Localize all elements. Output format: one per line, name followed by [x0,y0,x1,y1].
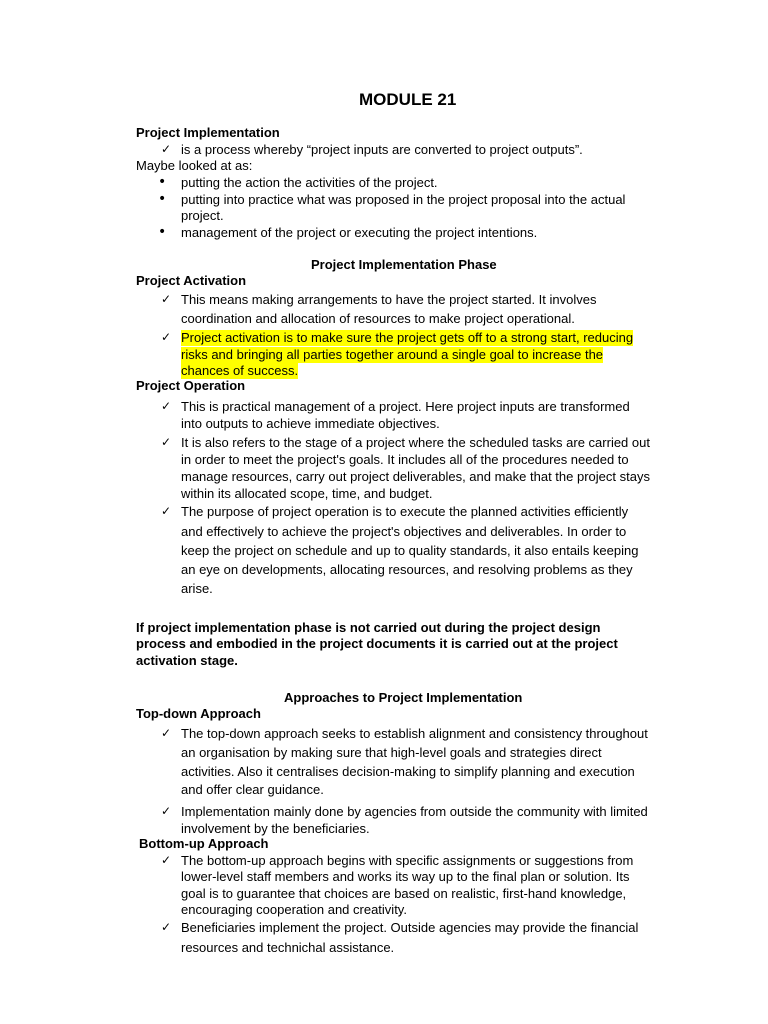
checkmark-bullet-icon: ✓ [161,853,172,867]
intro-bullet-1: putting the action the activities of the project. [181,175,438,190]
topdown-item2-line1: Implementation mainly done by agencies from outside the community with limited [181,804,648,819]
phase-heading: Project Implementation Phase [311,257,497,272]
round-bullet-icon: • [158,191,167,207]
intro-bullet-2: putting into practice what was proposed in the project proposal into the actual [181,192,626,207]
checkmark-bullet-icon: ✓ [161,920,172,934]
operation-item2-line3: manage resources, carry out project deliverables, and make that the project stays [181,469,650,484]
bottomup-item1-line2: lower-level staff members and works its way up to the final plan or solution. Its [181,869,630,884]
operation-item3-line4: an eye on developments, allocating resources, and resolving problems as they [181,562,633,577]
topdown-item1-line3: activities. Also it centralises decision-making to simplify planning and execution [181,764,635,779]
operation-item3-line2: and effectively to achieve the project's objectives and deliverables. In order to [181,524,627,539]
topdown-item1-line4: and offer clear guidance. [181,782,324,797]
activation-heading: Project Activation [136,273,247,288]
round-bullet-icon: • [158,174,167,190]
operation-item1-line2: into outputs to achieve immediate objectives. [181,416,440,431]
operation-item3-line1: The purpose of project operation is to execute the planned activities efficiently [181,504,629,519]
approaches-heading: Approaches to Project Implementation [284,690,523,705]
activation-item1-line2: coordination and allocation of resources to make project operational. [181,311,575,326]
checkmark-bullet-icon: ✓ [161,330,172,344]
topdown-heading: Top-down Approach [136,706,261,721]
checkmark-bullet-icon: ✓ [161,804,172,818]
phase-note-line3: activation stage. [136,653,238,668]
bottomup-item2-line2: resources and technichal assistance. [181,940,395,955]
activation-item2-line2: risks and bringing all parties together around a single goal to increase the [181,347,604,362]
phase-note-line1: If project implementation phase is not carried out during the project design [136,620,601,635]
module-title: MODULE 21 [359,90,457,109]
checkmark-bullet-icon: ✓ [161,399,172,413]
project-implementation-heading: Project Implementation [136,125,280,140]
operation-item3-line3: keep the project on schedule and up to quality standards, it also entails keeping [181,543,639,558]
activation-item1-line1: This means making arrangements to have the project started. It involves [181,292,597,307]
operation-item2-line2: in order to meet the project's goals. It includes all of the procedures needed to [181,452,629,467]
round-bullet-icon: • [158,224,167,240]
bottomup-item1-line1: The bottom-up approach begins with specific assignments or suggestions from [181,853,634,868]
checkmark-bullet-icon: ✓ [161,292,172,306]
bottomup-item1-line3: goal is to guarantee that choices are based on realistic, first-hand knowledge, [181,886,627,901]
topdown-item2-line2: involvement by the beneficiaries. [181,821,370,836]
activation-item2-line3: chances of success. [181,363,299,378]
checkmark-bullet-icon: ✓ [161,142,172,156]
topdown-item1-line1: The top-down approach seeks to establish alignment and consistency throughout [181,726,648,741]
bottomup-item1-line4: encouraging cooperation and creativity. [181,902,407,917]
operation-item3-line5: arise. [181,581,213,596]
checkmark-bullet-icon: ✓ [161,435,172,449]
checkmark-bullet-icon: ✓ [161,504,172,518]
activation-item2-line1: Project activation is to make sure the project gets off to a strong start, reducing [181,330,634,345]
definition-text: is a process whereby “project inputs are converted to project outputs”. [181,142,583,157]
maybe-label: Maybe looked at as: [136,158,253,173]
operation-item2-line4: within its allocated scope, time, and budget. [181,486,433,501]
operation-item2-line1: It is also refers to the stage of a project where the scheduled tasks are carried out [181,435,650,450]
topdown-item1-line2: an organisation by making sure that high-level goals and strategies direct [181,745,602,760]
phase-note-line2: process and embodied in the project documents it is carried out at the project [136,636,618,651]
operation-item1-line1: This is practical management of a project. Here project inputs are transformed [181,399,630,414]
operation-heading: Project Operation [136,378,246,393]
intro-bullet-2-cont: project. [181,208,224,223]
bottomup-item2-line1: Beneficiaries implement the project. Outside agencies may provide the financial [181,920,639,935]
checkmark-bullet-icon: ✓ [161,726,172,740]
intro-bullet-3: management of the project or executing the project intentions. [181,225,538,240]
bottomup-heading: Bottom-up Approach [139,836,269,851]
